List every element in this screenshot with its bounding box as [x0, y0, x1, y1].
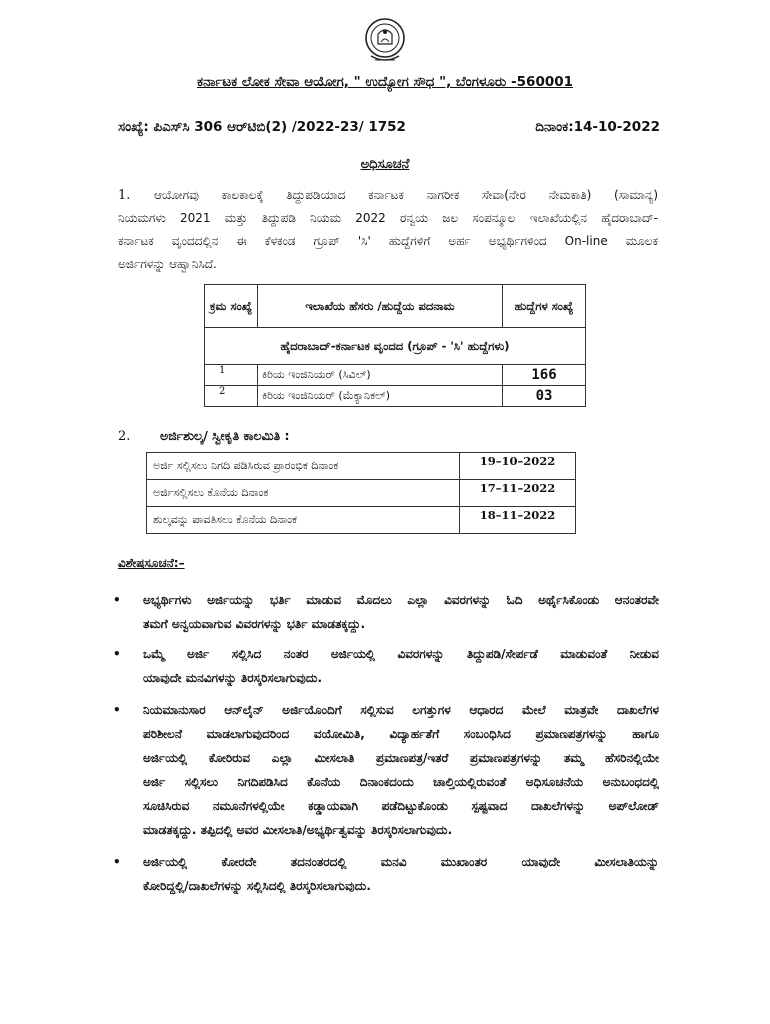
list-item [113, 850, 659, 898]
karnataka-emblem-icon [363, 16, 407, 66]
post-count-cell: 166 [503, 365, 586, 386]
list-item [113, 698, 659, 842]
table-row [205, 386, 586, 407]
note-line: ಕೋರಿದ್ದಲ್ಲಿ/ದಾಖಲೆಗಳನ್ನು ಸಲ್ಲಿಸಿದಲ್ಲಿ ತಿರಸ್ಕರಿಸಲಾಗುವುದು. [143, 879, 371, 893]
section-2-number: 2. [118, 429, 131, 444]
post-count-cell: 03 [503, 386, 586, 407]
post-name-cell: ಕಿರಿಯ ಇಂಜಿನಿಯರ್ (ಮೆಕ್ಯಾನಿಕಲ್) [258, 386, 503, 407]
serial-cell: 2 [205, 386, 258, 407]
date-label-cell: ಶುಲ್ಕವನ್ನು ಪಾವತಿಸಲು ಕೊನೆಯ ದಿನಾಂಕ [147, 507, 460, 534]
date-label-cell: ಅರ್ಜಿ ಸಲ್ಲಿಸಲು ನಿಗದಿ ಪಡಿಸಿರುವ ಪ್ರಾರಂಭಿಕ ದಿನಾಂಕ [147, 453, 460, 480]
column-header-serial: ಕ್ರಮ ಸಂಖ್ಯೆ [205, 285, 258, 328]
post-name-cell: ಕಿರಿಯ ಇಂಜಿನಿಯರ್ (ಸಿವಿಲ್) [258, 365, 503, 386]
note-line: ಅರ್ಜಿಯಲ್ಲಿ ಕೋರಿರುವ ಎಲ್ಲಾ ಮೀಸಲಾತಿ ಪ್ರಮಾಣಪತ್ರ/ಇತರೆ ಪ್ರಮಾಣಪತ್ರಗಳನ್ನು ತಮ್ಮ ಹೆಸರಿನಲ್ಲಿಯೇ [143, 751, 659, 765]
note-line: ಒಮ್ಮೆ ಅರ್ಜಿ ಸಲ್ಲಿಸಿದ ನಂತರ ಅರ್ಜಿಯಲ್ಲಿ ವಿವರಗಳನ್ನು ತಿದ್ದುಪಡಿ/ಸೇರ್ಪಡೆ ಮಾಡುವಂತೆ ನೀಡುವ [143, 647, 659, 661]
date-value-cell: 17–11–2022 [460, 480, 576, 507]
table-row [147, 480, 576, 507]
bullet-icon: • [113, 855, 121, 869]
special-notes-list [113, 588, 659, 898]
note-line: ಅಭ್ಯರ್ಥಿಗಳು ಅರ್ಜಿಯನ್ನು ಭರ್ತಿ ಮಾಡುವ ಮೊದಲು ಎಲ್ಲಾ ವಿವರಗಳನ್ನು ಓದಿ ಅರ್ಥೈಸಿಕೊಂಡು ಆನಂತರವೇ [143, 593, 659, 607]
note-line: ಅರ್ಜಿಯಲ್ಲಿ ಕೋರದೇ ತದನಂತರದಲ್ಲಿ ಮನವಿ ಮುಖಾಂತರ ಯಾವುದೇ ಮೀಸಲಾತಿಯನ್ನು [143, 855, 659, 869]
table-row [147, 453, 576, 480]
note-line: ಯಾವುದೇ ಮನವಿಗಳನ್ನು ತಿರಸ್ಕರಿಸಲಾಗುವುದು. [143, 671, 323, 685]
office-address-line: ಕರ್ನಾಟಕ ಲೋಕ ಸೇವಾ ಆಯೋಗ, " ಉದ್ಯೋಗ ಸೌಧ ", ಬೆಂಗಳೂರು -560001 [196, 74, 574, 90]
bullet-icon: • [113, 647, 121, 661]
table-group-heading: ಹೈದರಾಬಾದ್-ಕರ್ನಾಟಕ ವೃಂದದ (ಗ್ರೂಪ್ - 'ಸಿ' ಹುದ್ದೆಗಳು) [205, 328, 586, 365]
date-value-cell: 19–10–2022 [460, 453, 576, 480]
paragraph-1-number: 1. [118, 188, 131, 203]
dates-table [146, 452, 576, 534]
note-line: ನಿಯಮಾನುಸಾರ ಆನ್‌ಲೈನ್ ಅರ್ಜಿಯೊಂದಿಗೆ ಸಲ್ಲಿಸುವ ಲಗತ್ತುಗಳ ಆಧಾರದ ಮೇಲೆ ಮಾತ್ರವೇ ದಾಖಲೆಗಳ [143, 703, 659, 717]
notification-date: ದಿನಾಂಕ:14-10-2022 [535, 119, 660, 135]
note-line: ಅರ್ಜಿ ಸಲ್ಲಿಸಲು ನಿಗದಿಪಡಿಸಿದ ಕೊನೆಯ ದಿನಾಂಕದಂದು ಚಾಲ್ತಿಯಲ್ಲಿರುವಂತೆ ಅಧಿಸೂಚನೆಯ ಅನುಬಂಧದಲ್ಲಿ [143, 775, 659, 789]
note-line: ಸೂಚಿಸಿರುವ ನಮೂನೆಗಳಲ್ಲಿಯೇ ಕಡ್ಡಾಯವಾಗಿ ಪಡೆದಿಟ್ಟುಕೊಂಡು ಸ್ಪಷ್ಟವಾದ ದಾಖಲೆಗಳನ್ನು ಅಪ್‌ಲೋಡ್ [143, 799, 659, 813]
note-line: ಮಾಡತಕ್ಕದ್ದು. ತಪ್ಪಿದಲ್ಲಿ ಅವರ ಮೀಸಲಾತಿ/ಅಭ್ಯರ್ಥಿತ್ವವನ್ನು ತಿರಸ್ಕರಿಸಲಾಗುವುದು. [143, 823, 453, 837]
bullet-icon: • [113, 703, 121, 717]
paragraph-1-line: ಕರ್ನಾಟಕ ವೃಂದದಲ್ಲಿನ ಈ ಕೆಳಕಂಡ ಗ್ರೂಪ್ 'ಸಿ' ಹುದ್ದೆಗಳಿಗೆ ಅರ್ಹ ಅಭ್ಯರ್ಥಿಗಳಿಂದ On-line ಮೂಲಕ [118, 234, 658, 248]
reference-number: ಸಂಖ್ಯೆ: ಪಿಎಸ್‌ಸಿ 306 ಆರ್‌ಟಿಬಿ(2) /2022-23/ 1752 [118, 119, 406, 135]
list-item [113, 588, 659, 636]
serial-cell: 1 [205, 365, 258, 386]
paragraph-1 [118, 184, 658, 276]
date-label-cell: ಅರ್ಜಿಸಲ್ಲಿಸಲು ಕೊನೆಯ ದಿನಾಂಕ [147, 480, 460, 507]
bullet-icon: • [113, 593, 121, 607]
note-line: ತಮಗೆ ಅನ್ವಯವಾಗುವ ವಿವರಗಳನ್ನು ಭರ್ತಿ ಮಾಡತಕ್ಕದ್ದು. [143, 617, 366, 631]
paragraph-1-line: ನಿಯಮಗಳು 2021 ಮತ್ತು ತಿದ್ದುಪಡಿ ನಿಯಮ 2022 ರನ್ವಯ ಜಲ ಸಂಪನ್ಮೂಲ ಇಲಾಖೆಯಲ್ಲಿನ ಹೈದರಾಬಾದ್- [118, 211, 658, 225]
section-2-heading [118, 428, 290, 444]
date-value-cell: 18–11–2022 [460, 507, 576, 534]
paragraph-1-line: ಅರ್ಜಿಗಳನ್ನು ಆಹ್ವಾನಿಸಿದೆ. [118, 257, 217, 271]
section-2-title: ಅರ್ಜಿಶುಲ್ಕ/ ಸ್ವೀಕೃತಿ ಕಾಲಮಿತಿ : [159, 428, 290, 443]
notification-title: ಅಧಿಸೂಚನೆ [360, 157, 410, 172]
column-header-post-count: ಹುದ್ದೆಗಳ ಸಂಖ್ಯೆ [503, 285, 586, 328]
special-notes-title: ವಿಶೇಷಸೂಚನೆ:– [118, 556, 185, 570]
table-row [147, 507, 576, 534]
paragraph-1-line: ಆಯೋಗವು ಕಾಲಕಾಲಕ್ಕೆ ತಿದ್ದುಪಡಿಯಾದ ಕರ್ನಾಟಕ ನಾಗರೀಕ ಸೇವಾ(ನೇರ ನೇಮಕಾತಿ) (ಸಾಮಾನ್ಯ) [154, 188, 658, 202]
column-header-post-name: ಇಲಾಖೆಯ ಹೆಸರು /ಹುದ್ದೆಯ ಪದನಾಮ [258, 285, 503, 328]
note-line: ಪರಿಶೀಲನೆ ಮಾಡಲಾಗುವುದರಿಂದ ವಯೋಮಿತಿ, ವಿದ್ಯಾರ್ಹತೆಗೆ ಸಂಬಂಧಿಸಿದ ಪ್ರಮಾಣಪತ್ರಗಳನ್ನು ಹಾಗೂ [143, 727, 659, 741]
posts-table [204, 284, 586, 407]
table-row [205, 365, 586, 386]
list-item [113, 642, 659, 690]
